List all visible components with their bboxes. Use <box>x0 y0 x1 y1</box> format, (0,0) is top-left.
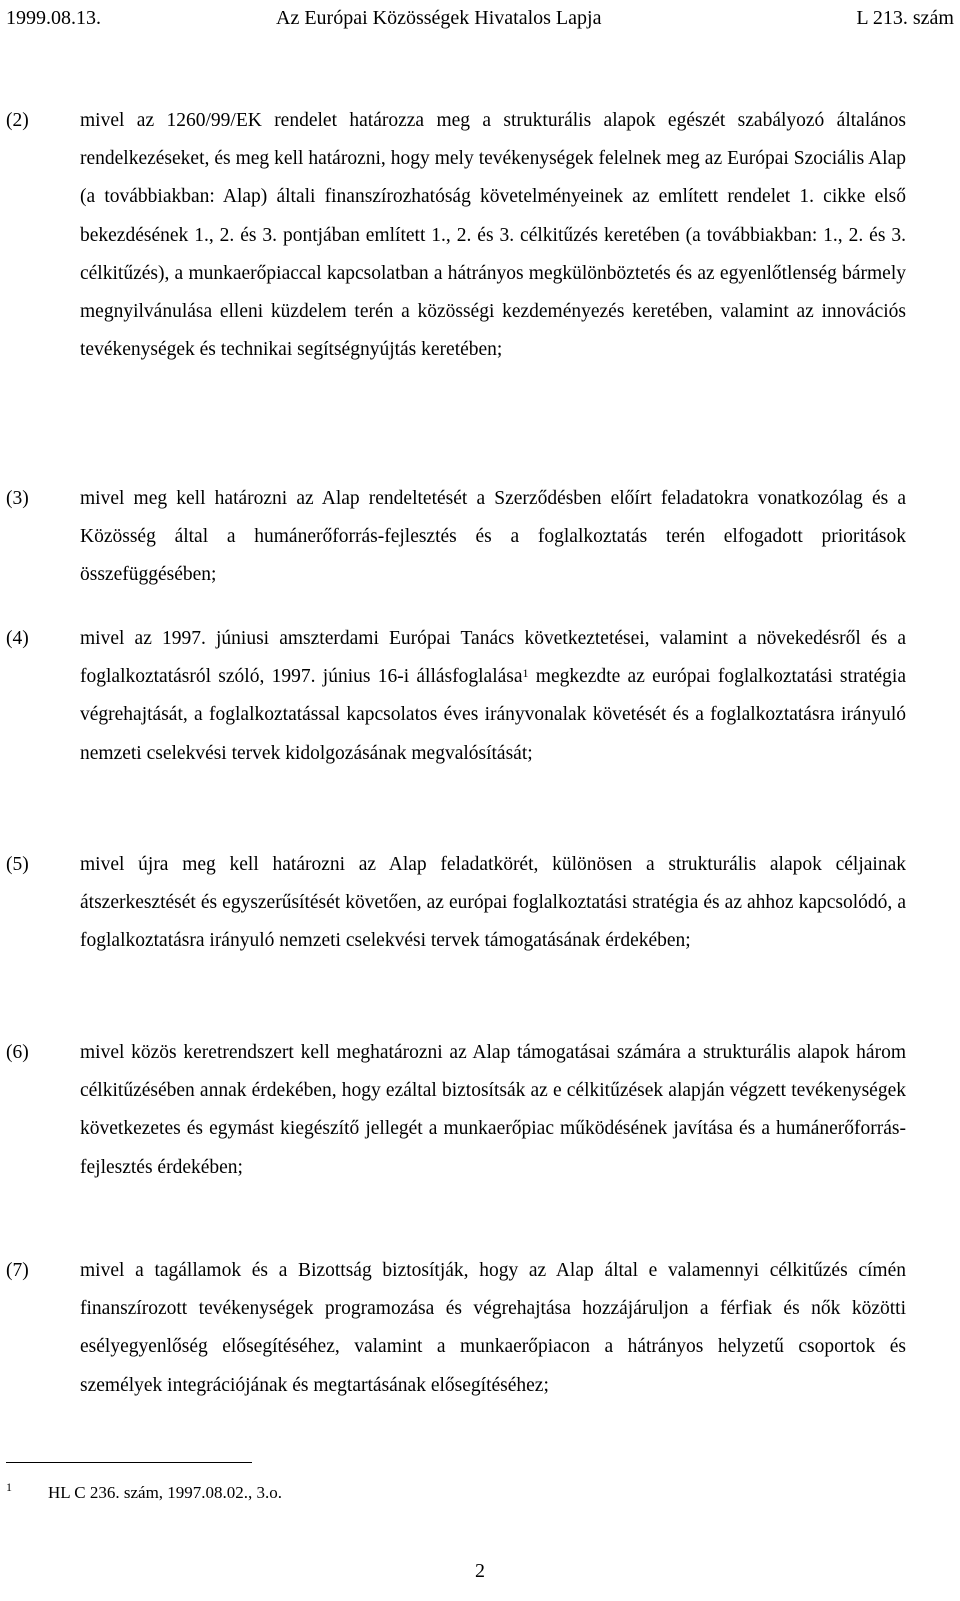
footnote-divider <box>6 1462 252 1463</box>
recital-text: mivel közös keretrendszert kell meghatározni az Alap támogatásai számára a strukturális alapok három célkitűzésében annak érdekében, hogy ezáltal biztosítsák az e célkitűzések alapján végzett tevékenységek következetes és egymást kiegészítő jellegét a munkaerőpiac működésének javítása és a humánerőforrás-fejlesztés érdekében; <box>80 1042 906 1178</box>
recital-5 <box>6 846 906 961</box>
recital-2 <box>6 102 906 369</box>
recital-text-part: megkezdte az európai foglalkoztatási stratégia végrehajtását, a foglalkoztatással kapcsolatos éves irányvonalak követését és a foglalkoztatásra irányuló nemzeti cselekvési tervek kidolgozásának megvalósítását; <box>80 666 906 764</box>
footnote-reference: 1 <box>522 666 529 681</box>
recital-text: mivel meg kell határozni az Alap rendeltetését a Szerződésben előírt feladatokra vonatkozólag és a Közösség által a humánerőforrás-fejlesztés és a foglalkoztatás terén elfogadott prioritások összefüggésében; <box>80 488 906 586</box>
header-issue-number: L 213. szám <box>856 7 954 29</box>
header-date: 1999.08.13. <box>6 7 101 29</box>
recital-3 <box>6 480 906 595</box>
recital-number: (7) <box>6 1260 29 1281</box>
recital-text: mivel az 1260/99/EK rendelet határozza meg a strukturális alapok egészét szabályozó általános rendelkezéseket, és meg kell határozni, hogy mely tevékenységek felelnek meg az Európai Szociális Alap (a továbbiakban: Alap) általi finanszírozhatóság követelményeinek az említett rendelet 1. cikke első bekezdésének 1., 2. és 3. pontjában említett 1., 2. és 3. célkitűzés keretében (a továbbiakban: 1., 2. és 3. célkitűzés), a munkaerőpiaccal kapcsolatban a hátrányos megkülönböztetés és az egyenlőtlenség bármely megnyilvánulása elleni küzdelem terén a közösségi kezdeményezés keretében, valamint az innovációs tevékenységek és technikai segítségnyújtás keretében; <box>80 110 906 361</box>
recital-4 <box>6 620 906 773</box>
footnote <box>6 1480 282 1506</box>
footnote-text: HL C 236. szám, 1997.08.02., 3.o. <box>48 1483 283 1502</box>
page-header <box>6 3 954 33</box>
header-journal-title: Az Európai Közösségek Hivatalos Lapja <box>276 7 602 29</box>
recital-text-part: mivel az 1997. júniusi amszterdami Európai Tanács következtetései, valamint a növekedésről és a foglalkoztatásról szóló, 1997. június 16-i állásfoglalása <box>80 628 906 688</box>
recital-number: (5) <box>6 854 29 875</box>
recital-number: (6) <box>6 1042 29 1063</box>
recital-number: (3) <box>6 488 29 509</box>
recital-text <box>80 620 906 773</box>
recital-6 <box>6 1034 906 1187</box>
recital-7 <box>6 1252 906 1405</box>
recital-text: mivel újra meg kell határozni az Alap feladatkörét, különösen a strukturális alapok céljainak átszerkesztését és egyszerűsítését követően, az európai foglalkoztatási stratégia és az ahhoz kapcsolódó, a foglalkoztatásra irányuló nemzeti cselekvési tervek támogatásának érdekében; <box>80 854 906 952</box>
footnote-mark: 1 <box>6 1480 12 1494</box>
recital-number: (2) <box>6 110 29 131</box>
recital-text: mivel a tagállamok és a Bizottság biztosítják, hogy az Alap által e valamennyi célkitűzés címén finanszírozott tevékenységek programozása és végrehajtása hozzájáruljon a férfiak és nők közötti esélyegyenlőség elősegítéséhez, valamint a munkaerőpiacon a hátrányos helyzetű csoportok és személyek integrációjának és megtartásának elősegítéséhez; <box>80 1260 906 1396</box>
recital-number: (4) <box>6 628 29 649</box>
page-number: 2 <box>475 1560 485 1582</box>
